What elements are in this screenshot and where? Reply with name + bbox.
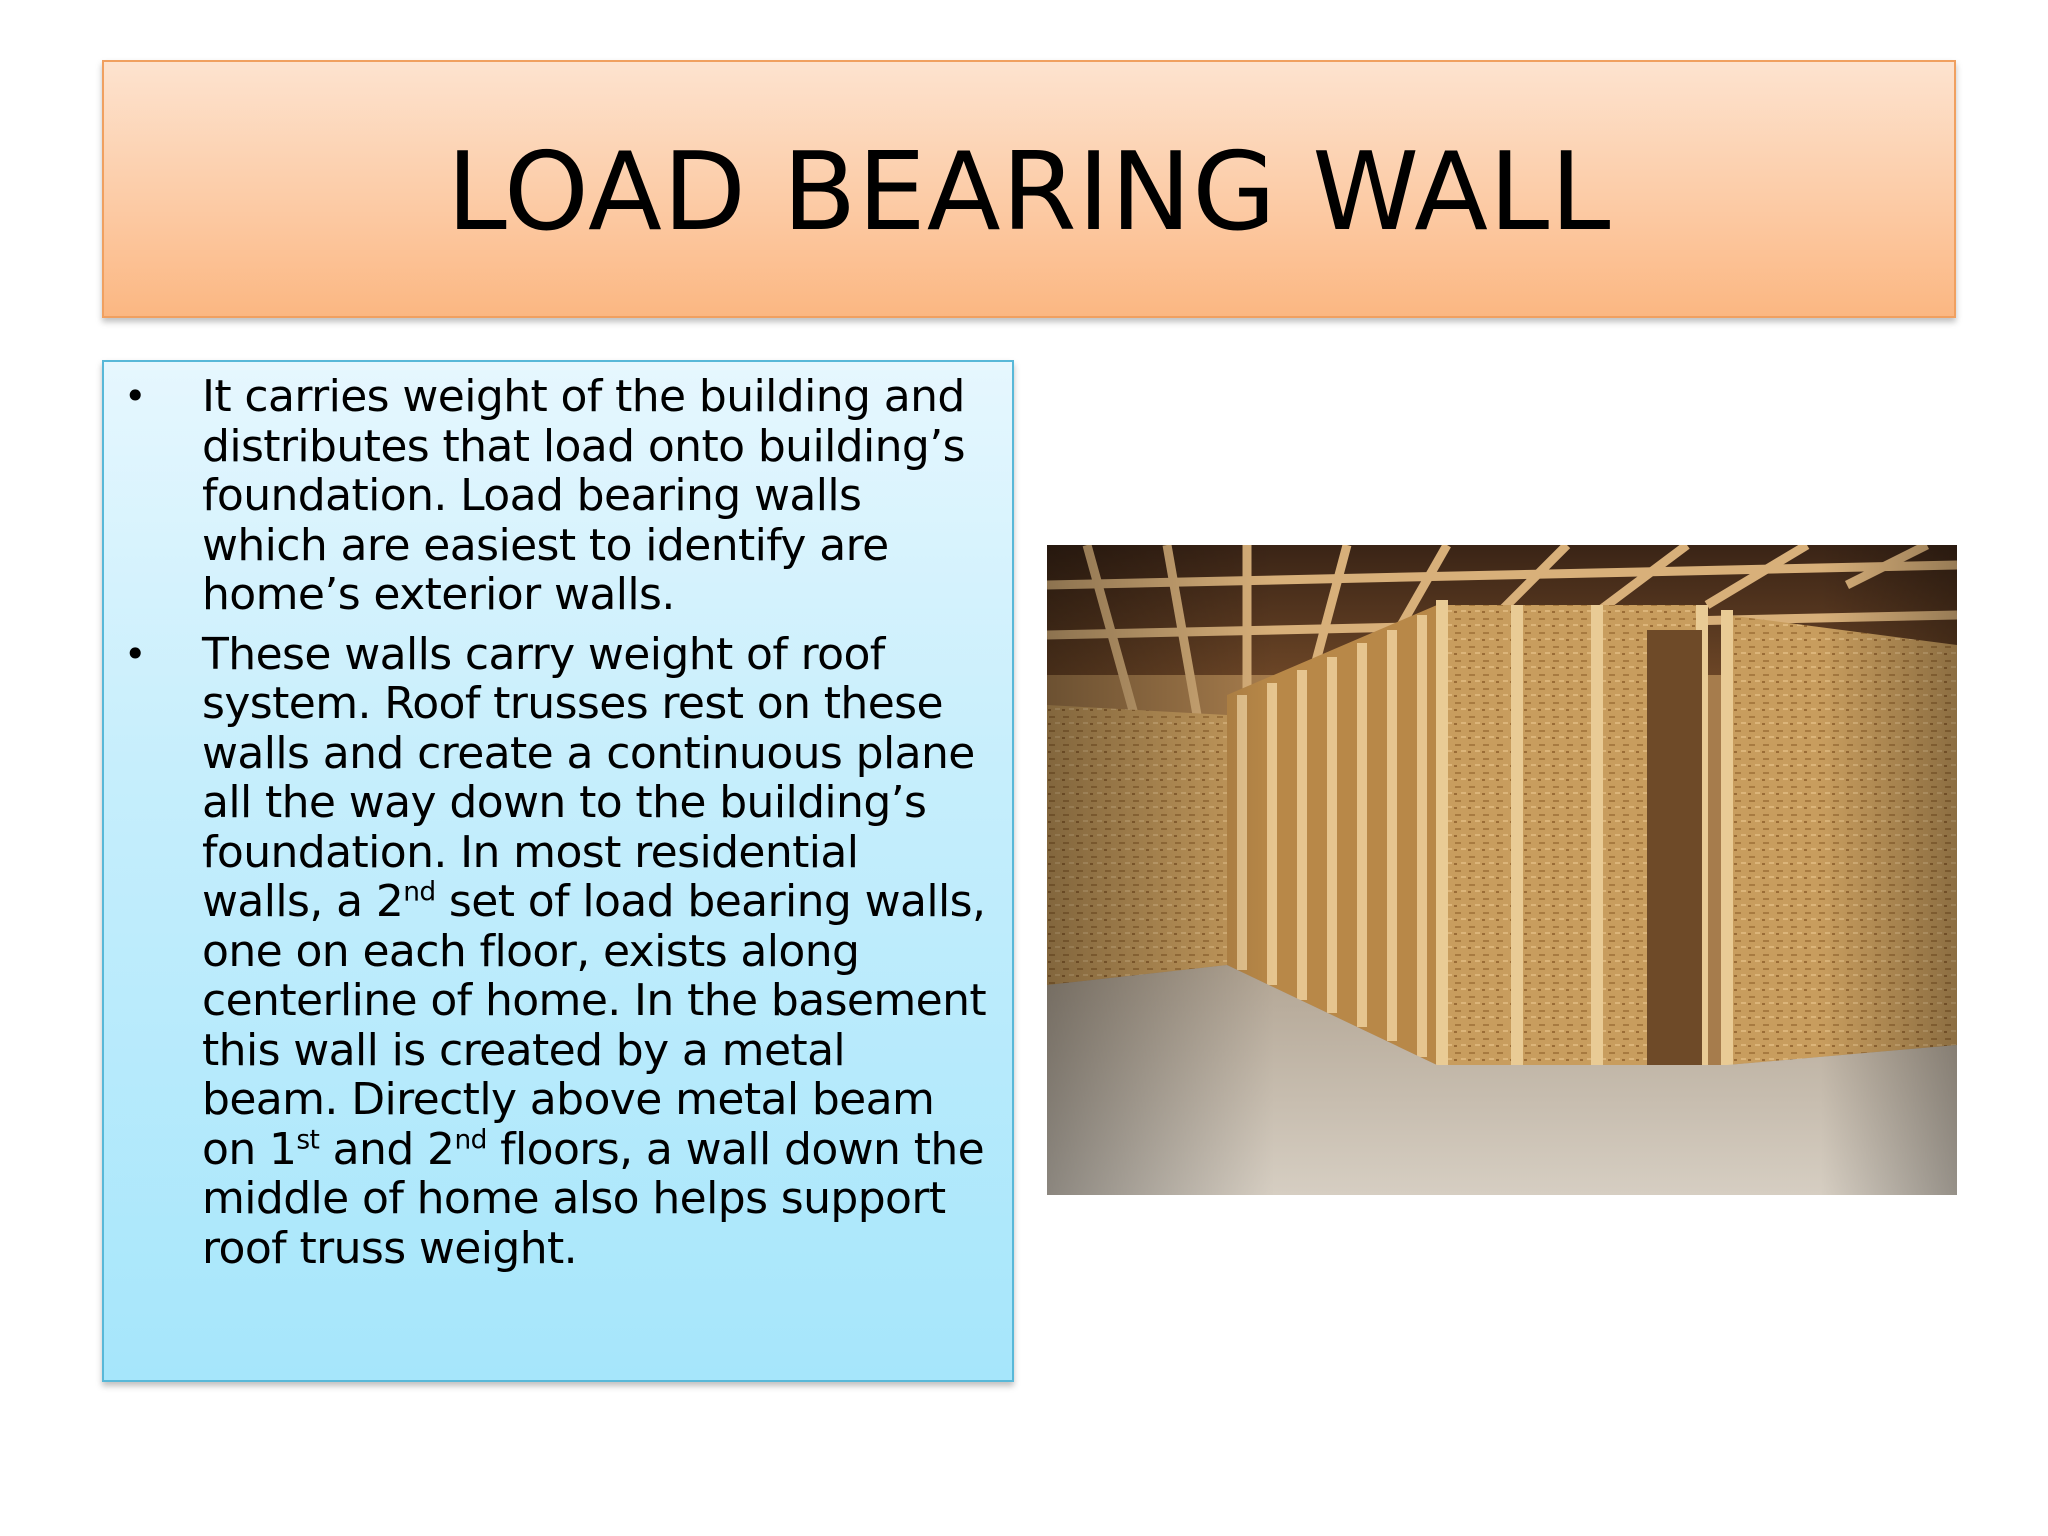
bullet-icon: • [124,631,147,676]
content-box [102,360,1014,1382]
bullet-text-segment: set of load bearing walls, one on each floor, exists along centerline of home. In the basement this wall is created by a metal beam. Directly above metal beam on 1 [202,876,987,1175]
superscript: nd [454,1123,487,1155]
wall-framing-illustration [1047,545,1957,1195]
bullet-text-segment: These walls carry weight of roof system. Roof trusses rest on these walls and create a continuous plane all the way down to the building’s foundation. In most residential walls, a 2 [202,628,975,927]
bullet-icon: • [124,374,147,418]
bullet-text [202,630,992,1274]
wall-framing-photo [1047,545,1957,1195]
bullet-text-segment: It carries weight of the building and distributes that load onto building’s foundation. Load bearing walls which are easiest to identify are home’s exterior walls. [202,371,965,620]
bullet-text-segment: floors, a wall down the middle of home also helps support roof truss weight. [202,1123,985,1274]
bullet-text [202,372,992,620]
superscript: nd [403,876,436,908]
bullet-item [104,372,992,620]
title-box [102,60,1956,318]
bullet-text-segment: and 2 [319,1123,455,1175]
bullet-item [104,630,992,1274]
bullet-list [104,362,1012,1273]
slide-title: LOAD BEARING WALL [446,129,1612,255]
superscript: st [296,1123,320,1155]
